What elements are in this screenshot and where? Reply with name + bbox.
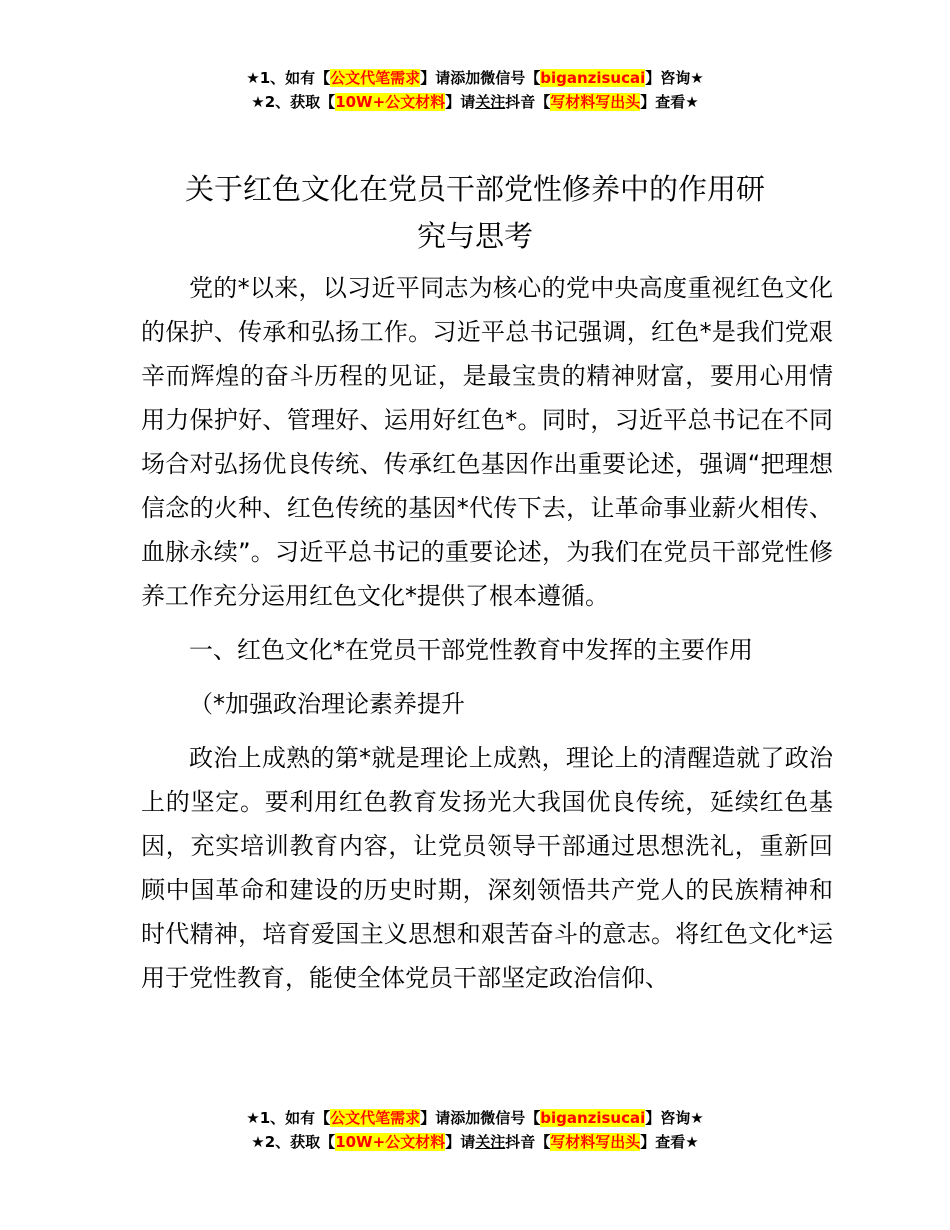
banner-text: ★1、如有【 — [246, 69, 331, 87]
banner-text: 抖音【 — [505, 93, 551, 111]
highlight-douyin-account: 写材料写出头 — [550, 93, 641, 111]
banner-line-1 — [0, 66, 950, 90]
footer-banner — [0, 1106, 950, 1154]
banner-line-1 — [0, 1106, 950, 1130]
header-banner — [0, 66, 950, 114]
banner-line-2 — [0, 1130, 950, 1154]
banner-text: 】查看★ — [640, 1133, 699, 1151]
banner-text: 】请 — [445, 93, 476, 111]
paragraph-intro: 党的*以来，以习近平同志为核心的党中央高度重视红色文化的保护、传承和弘扬工作。习近平总书记强调，红色*是我们党艰辛而辉煌的奋斗历程的见证，是最宝贵的精神财富，要用心用情用力保护好、管理好、运用好红色*。同时，习近平总书记在不同场合对弘扬优良传统、传承红色基因作出重要论述，强调“把理想信念的火种、红色传统的基因*代传下去，让革命事业薪火相传、血脉永续”。习近平总书记的重要论述，为我们在党员干部党性修养工作充分运用红色文化*提供了根本遵循。 — [141, 274, 833, 610]
banner-text: 】咨询★ — [645, 69, 704, 87]
subsection-heading-1: （*加强政治理论素养提升 — [189, 690, 465, 718]
document-title — [0, 166, 950, 260]
banner-line-2 — [0, 90, 950, 114]
banner-text: ★2、获取【 — [251, 1133, 336, 1151]
document-body — [141, 266, 833, 1000]
highlight-ghostwriting: 公文代笔需求 — [330, 1109, 421, 1127]
banner-text: 抖音【 — [505, 1133, 551, 1151]
banner-text: 】查看★ — [640, 93, 699, 111]
banner-text: ★1、如有【 — [246, 1109, 331, 1127]
highlight-wechat-id: biganzisucai — [540, 1109, 646, 1127]
highlight-ghostwriting: 公文代笔需求 — [330, 69, 421, 87]
banner-text: 】咨询★ — [645, 1109, 704, 1127]
title-line-1: 关于红色文化在党员干部党性修养中的作用研 — [184, 172, 765, 206]
highlight-materials: 10W+公文材料 — [335, 1133, 446, 1151]
underlined-follow: 关注 — [475, 93, 506, 111]
banner-text: 】请添加微信号【 — [420, 1109, 541, 1127]
paragraph-political-theory: 政治上成熟的第*就是理论上成熟，理论上的清醒造就了政治上的坚定。要利用红色教育发扬光大我国优良传统，延续红色基因，充实培训教育内容，让党员领导干部通过思想洗礼，重新回顾中国革命和建设的历史时期，深刻领悟共产党人的民族精神和时代精神，培育爱国主义思想和艰苦奋斗的意志。将红色文化*运用于党性教育，能使全体党员干部坚定政治信仰、 — [141, 744, 833, 992]
section-heading-1: 一、红色文化*在党员干部党性教育中发挥的主要作用 — [189, 636, 753, 664]
title-line-2: 究与思考 — [416, 219, 533, 253]
highlight-douyin-account: 写材料写出头 — [550, 1133, 641, 1151]
highlight-materials: 10W+公文材料 — [335, 93, 446, 111]
highlight-wechat-id: biganzisucai — [540, 69, 646, 87]
underlined-follow: 关注 — [475, 1133, 506, 1151]
banner-text: 】请 — [445, 1133, 476, 1151]
banner-text: ★2、获取【 — [251, 93, 336, 111]
banner-text: 】请添加微信号【 — [420, 69, 541, 87]
